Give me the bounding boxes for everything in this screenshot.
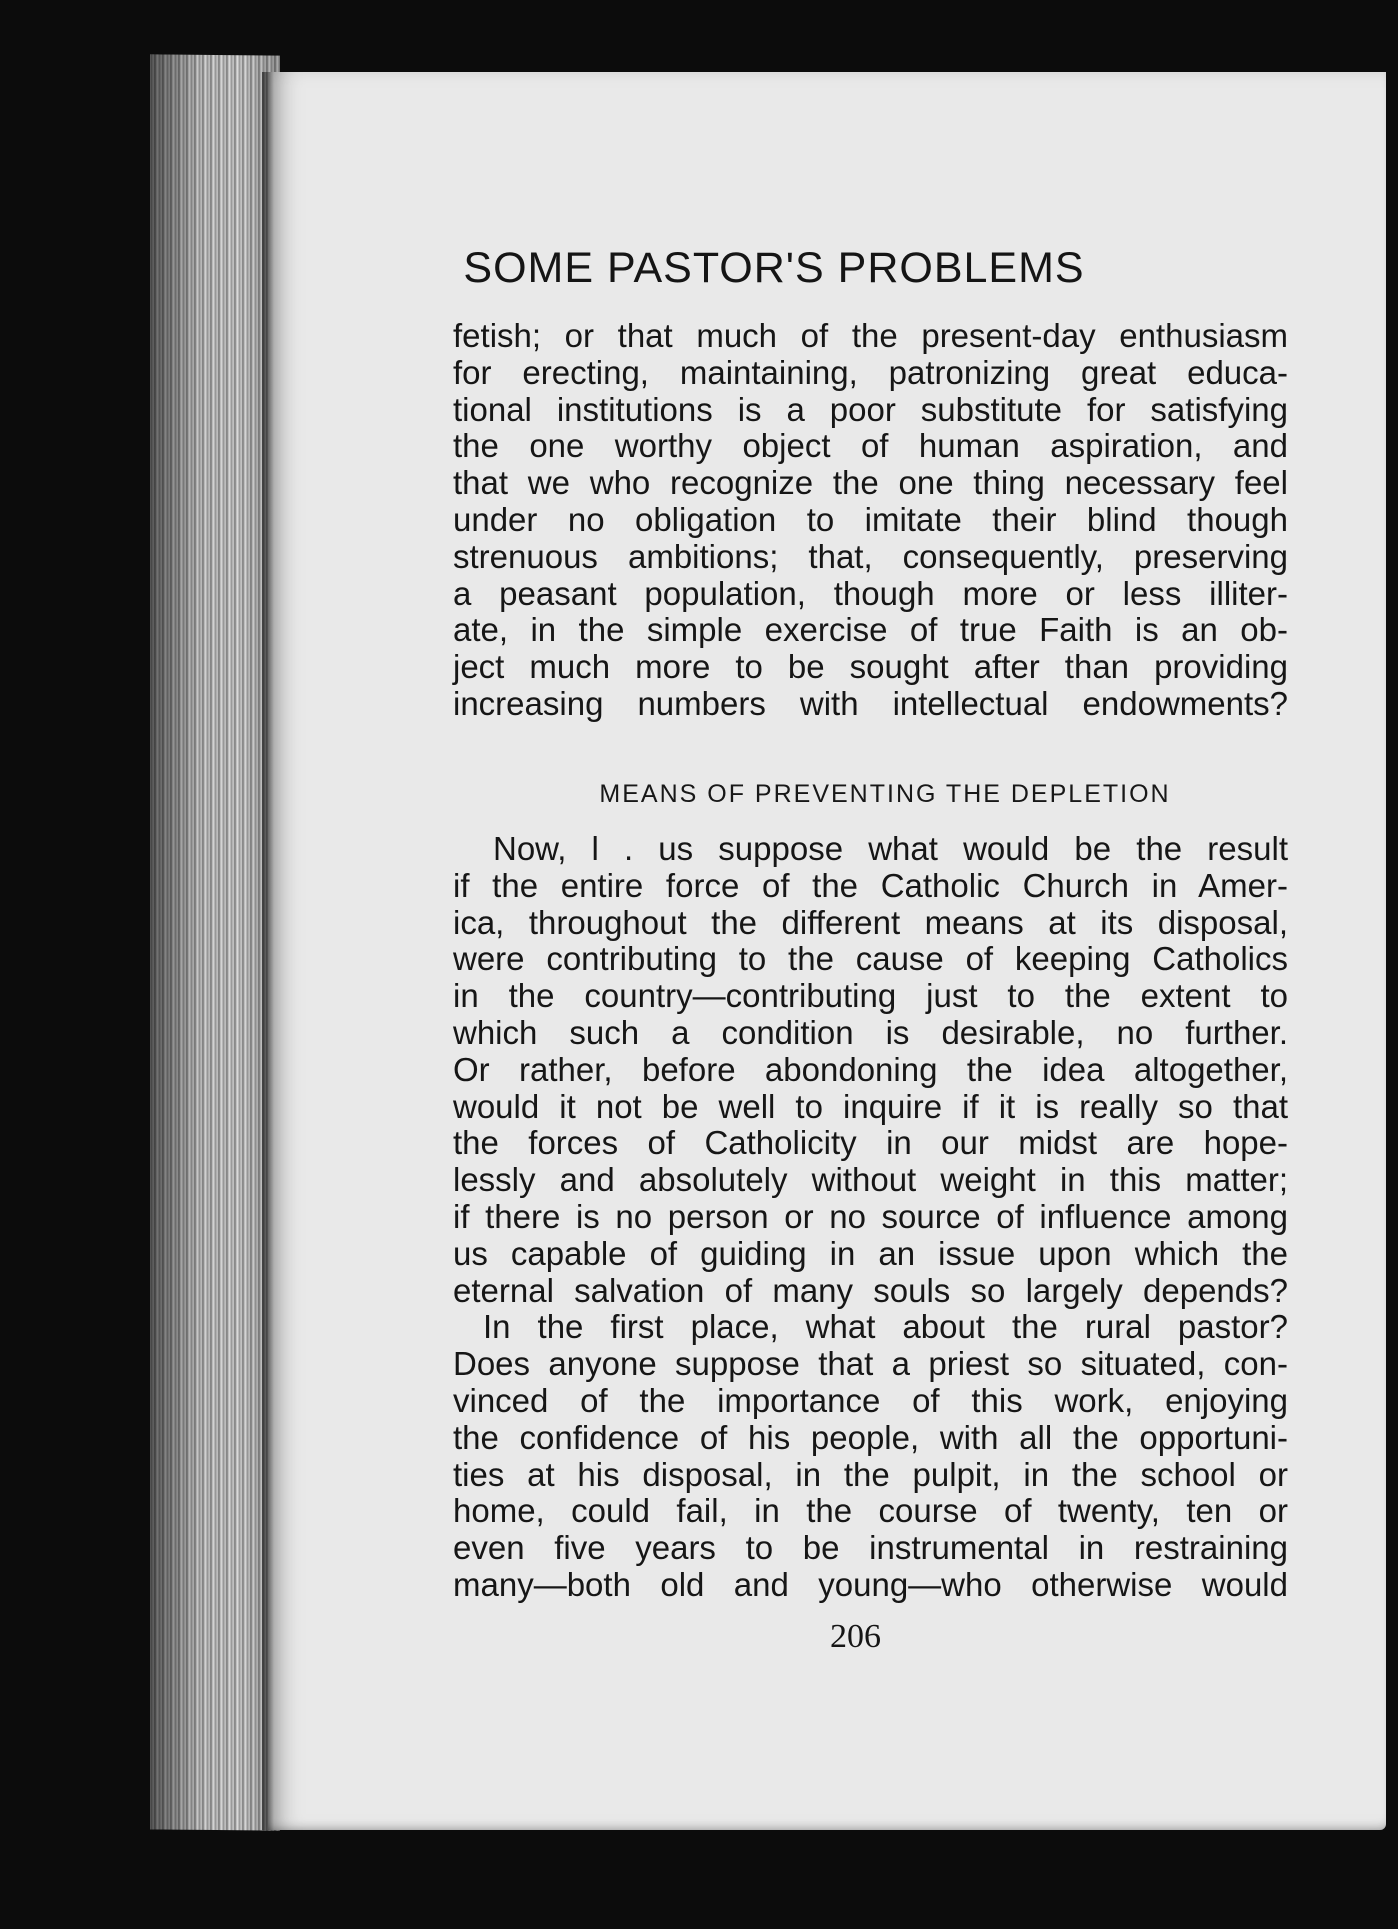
text-line: a peasant population, though more or less illiter- — [453, 574, 1288, 612]
text-line: strenuous ambitions; that, consequently, preserving — [453, 537, 1288, 575]
running-head: SOME PASTOR'S PROBLEMS — [463, 244, 1085, 292]
section-heading: MEANS OF PREVENTING THE DEPLETION — [599, 780, 1171, 808]
text-line: the one worthy object of human aspiration, and — [453, 427, 1288, 465]
text-line: us capable of guiding in an issue upon which the — [453, 1234, 1288, 1272]
paragraph-1 — [453, 318, 1288, 723]
text-line: that we who recognize the one thing necessary feel — [453, 464, 1288, 502]
text-line: Does anyone suppose that a priest so situated, con- — [453, 1345, 1288, 1383]
text-line: lessly and absolutely without weight in this matter; — [453, 1161, 1288, 1199]
text-line: if there is no person or no source of influence among — [453, 1197, 1288, 1235]
book-page-edges — [150, 54, 280, 1830]
text-line: which such a condition is desirable, no further. — [453, 1013, 1288, 1051]
text-line: even five years to be instrumental in restraining — [453, 1529, 1288, 1567]
text-line: Or rather, before abondoning the idea altogether, — [453, 1050, 1288, 1088]
text-line: under no obligation to imitate their blind though — [453, 500, 1288, 538]
text-line: increasing numbers with intellectual endowments? — [453, 684, 1288, 722]
spine-shadow — [262, 72, 274, 1830]
text-line: tional institutions is a poor substitute for satisfying — [453, 390, 1288, 428]
text-line: were contributing to the cause of keeping Catholics — [453, 940, 1288, 978]
text-line: for erecting, maintaining, patronizing great educa- — [453, 353, 1288, 391]
text-line: ate, in the simple exercise of true Faith is an ob- — [453, 611, 1288, 649]
text-line: if the entire force of the Catholic Church in Amer- — [453, 866, 1288, 904]
text-line: ject much more to be sought after than providing — [453, 648, 1288, 686]
text-line: vinced of the importance of this work, enjoying — [453, 1381, 1288, 1419]
text-line: eternal salvation of many souls so largely depends? — [453, 1271, 1288, 1309]
text-line: Now, l . us suppose what would be the result — [493, 830, 1288, 867]
text-line: ties at his disposal, in the pulpit, in the school or — [453, 1455, 1288, 1493]
text-line: would it not be well to inquire if it is really so that — [453, 1087, 1288, 1125]
text-line: in the country—contributing just to the extent to — [453, 977, 1288, 1015]
page-number: 206 — [830, 1618, 881, 1655]
text-line: fetish; or that much of the present-day enthusiasm — [453, 317, 1288, 354]
text-line: the forces of Catholicity in our midst are hope- — [453, 1124, 1288, 1162]
paragraph-2 — [453, 831, 1288, 1604]
text-line: In the first place, what about the rural pastor? — [483, 1308, 1288, 1346]
text-line: home, could fail, in the course of twenty, ten or — [453, 1492, 1288, 1530]
text-line: ica, throughout the different means at its disposal, — [453, 903, 1288, 941]
text-line: many—both old and young—who otherwise would — [453, 1565, 1288, 1603]
text-line: the confidence of his people, with all the opportuni- — [453, 1418, 1288, 1456]
